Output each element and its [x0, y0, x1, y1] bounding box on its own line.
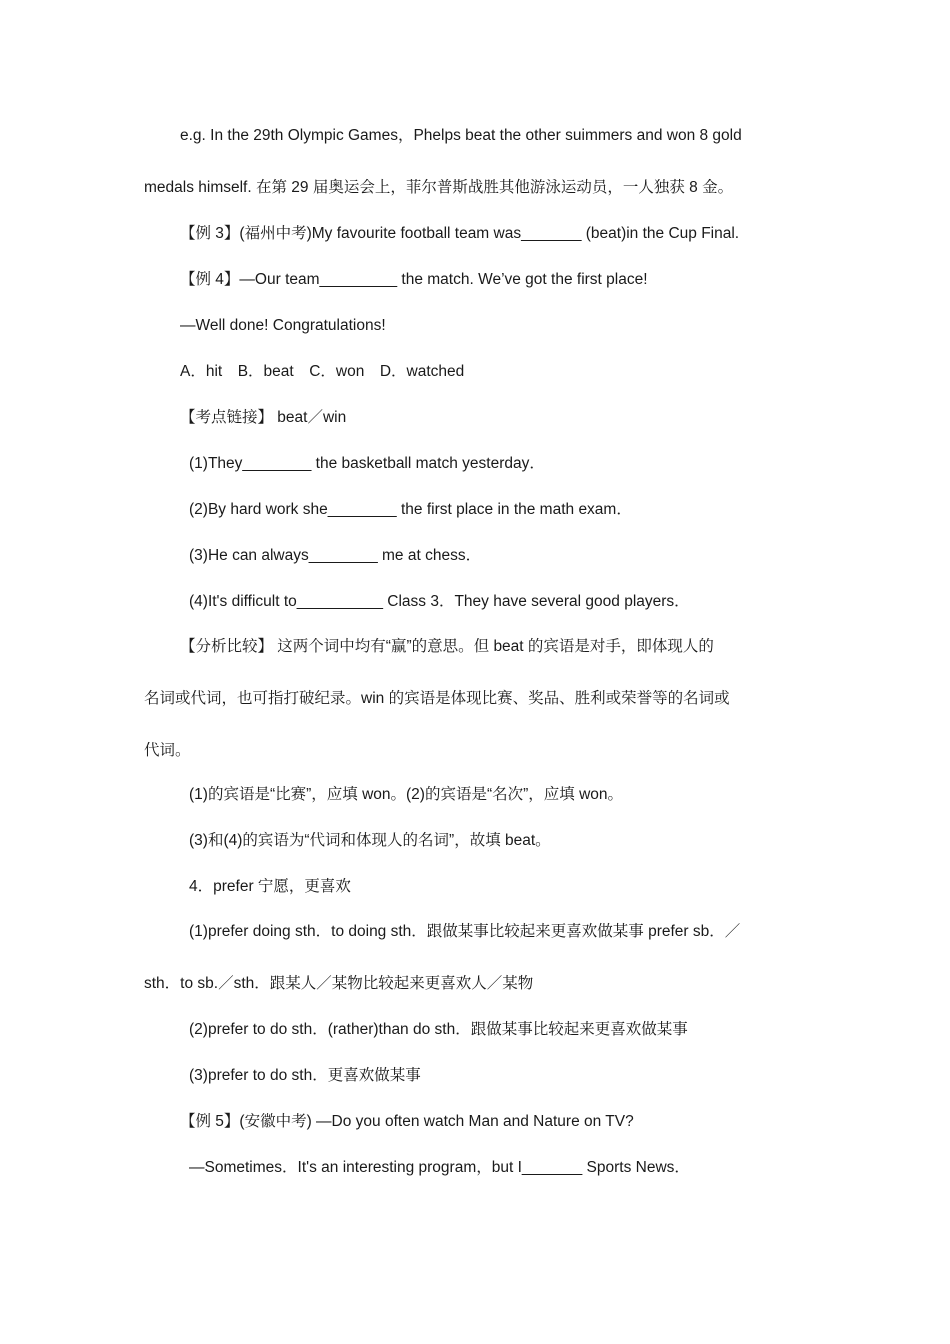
text-line: medals himself. 在第 29 届奥运会上，菲尔普斯战胜其他游泳运动员，一人独获 8 金。: [144, 179, 734, 196]
text-line: 【分析比较】 这两个词中均有“赢”的意思。但 beat 的宾语是对手，即体现人的: [180, 638, 714, 655]
text-line: —Well done! Congratulations!: [180, 317, 386, 334]
text-line: 4．prefer 宁愿，更喜欢: [189, 878, 351, 895]
text-line: e.g. In the 29th Olympic Games，Phelps beat the other suimmers and won 8 gold: [180, 127, 742, 144]
text-line: (2)By hard work she________ the first place in the math exam．: [189, 501, 632, 518]
text-line: 名词或代词，也可指打破纪录。win 的宾语是体现比赛、奖品、胜利或荣誉等的名词或: [144, 690, 730, 707]
text-line: A．hit B．beat C．won D．watched: [180, 363, 465, 380]
text-line: (4)It's difficult to__________ Class 3．They have several good players．: [189, 593, 690, 610]
text-line: 【例 5】(安徽中考) —Do you often watch Man and Nature on TV?: [180, 1113, 634, 1130]
text-line: (1)prefer doing sth．to doing sth．跟做某事比较起来更喜欢做某事 prefer sb．／: [189, 923, 741, 940]
text-line: (3)prefer to do sth．更喜欢做某事: [189, 1067, 421, 1084]
text-line: (1)They________ the basketball match yesterday．: [189, 455, 545, 472]
text-line: (2)prefer to do sth．(rather)than do sth．跟做某事比较起来更喜欢做某事: [189, 1021, 688, 1038]
text-line: (3)He can always________ me at chess．: [189, 547, 482, 564]
text-line: 【例 3】(福州中考)My favourite football team was_______ (beat)in the Cup Final.: [180, 225, 740, 242]
text-line: 【例 4】—Our team_________ the match. We’ve got the first place!: [180, 271, 648, 288]
text-line: 【考点链接】 beat／win: [180, 409, 347, 426]
text-line: 代词。: [144, 742, 191, 759]
text-line: —Sometimes．It's an interesting program，but I_______ Sports News．: [189, 1159, 690, 1176]
text-line: (3)和(4)的宾语为“代词和体现人的名词”，故填 beat。: [189, 832, 551, 849]
text-line: (1)的宾语是“比赛”，应填 won。(2)的宾语是“名次”，应填 won。: [189, 786, 624, 803]
text-line: sth．to sb.／sth．跟某人／某物比较起来更喜欢人／某物: [144, 975, 534, 992]
